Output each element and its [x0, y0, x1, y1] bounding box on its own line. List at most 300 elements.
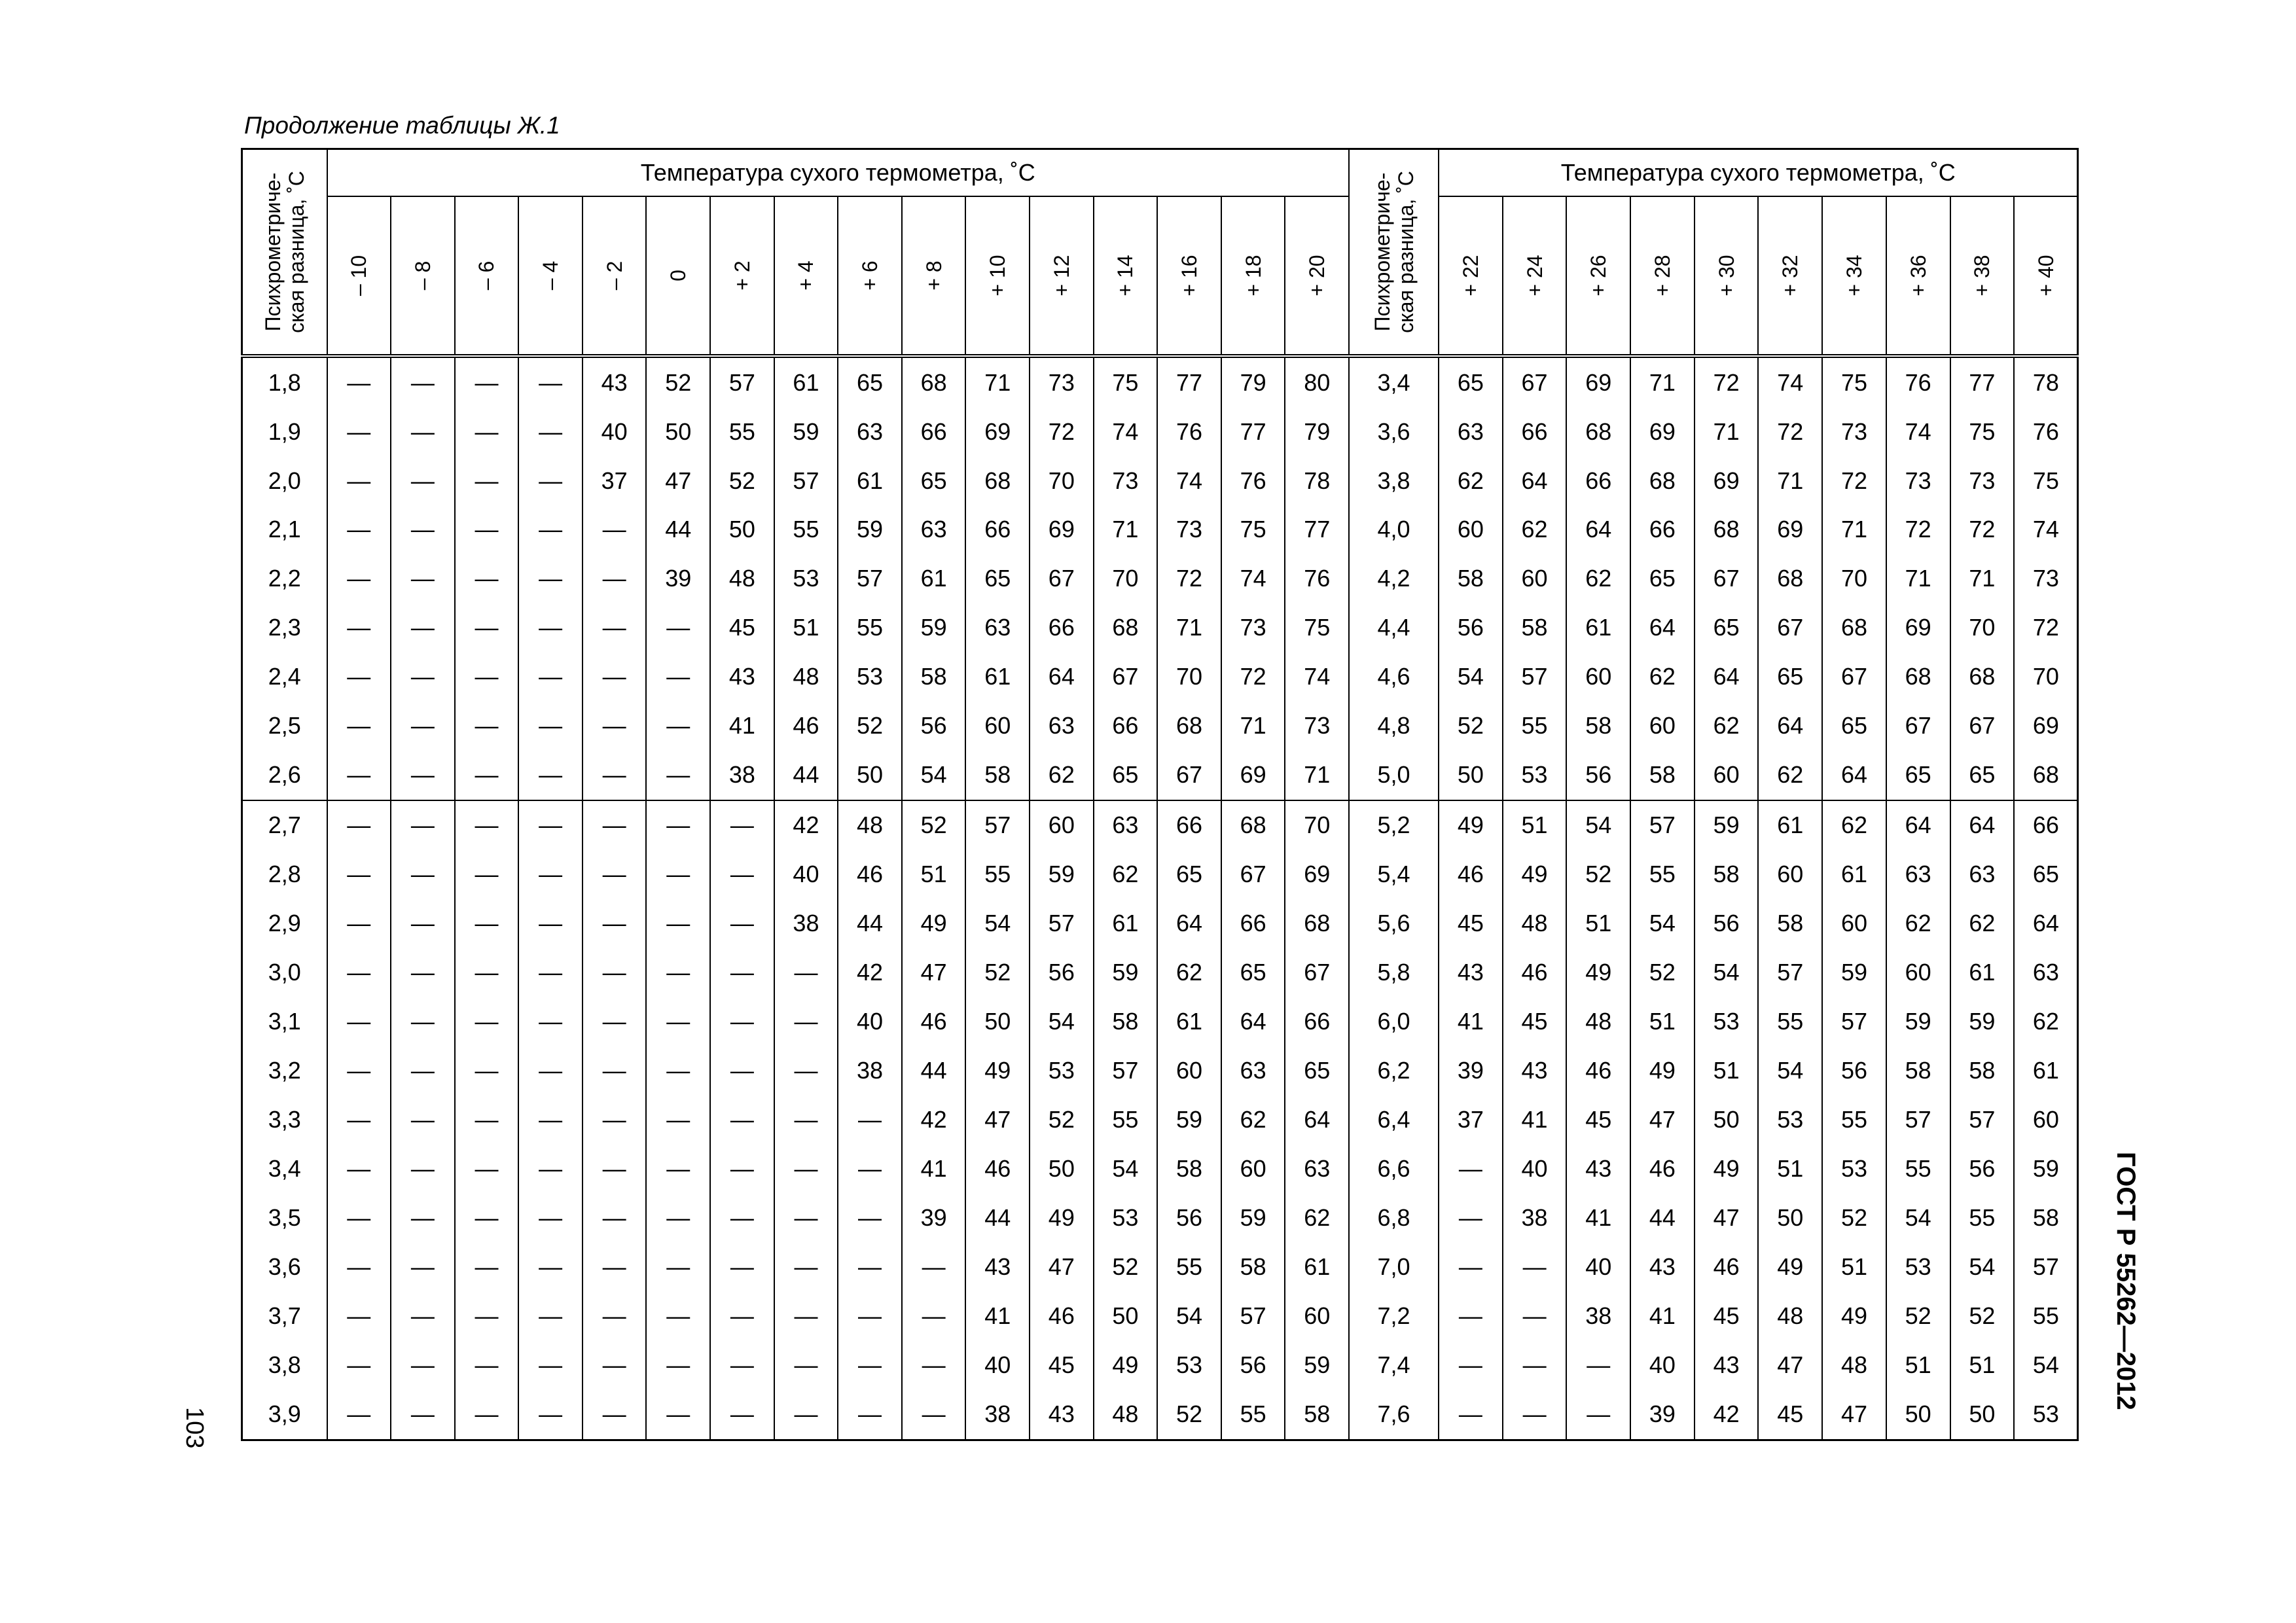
- humidity-cell: 75: [1822, 356, 1886, 407]
- psychro-diff-right: 3,6: [1349, 407, 1439, 456]
- psychro-diff-right: 7,4: [1349, 1341, 1439, 1390]
- humidity-cell: 62: [1221, 1096, 1285, 1145]
- humidity-cell: 65: [1630, 554, 1695, 603]
- humidity-cell: 66: [965, 505, 1030, 554]
- humidity-cell: 60: [1221, 1145, 1285, 1194]
- humidity-cell: 71: [1886, 554, 1950, 603]
- psychro-diff-right: 6,2: [1349, 1046, 1439, 1096]
- humidity-cell: 47: [902, 948, 966, 997]
- table-row: [242, 1341, 2078, 1390]
- humidity-cell: 76: [1157, 407, 1221, 456]
- humidity-cell: 46: [902, 997, 966, 1046]
- humidity-cell: —: [774, 1243, 838, 1292]
- humidity-cell: 43: [710, 652, 774, 702]
- humidity-cell: —: [902, 1390, 966, 1440]
- humidity-cell: 44: [838, 899, 902, 948]
- humidity-cell: 58: [1439, 554, 1503, 603]
- table-row: [242, 751, 2078, 800]
- humidity-cell: 77: [1221, 407, 1285, 456]
- humidity-cell: 77: [1157, 356, 1221, 407]
- humidity-cell: 67: [1503, 356, 1567, 407]
- humidity-cell: 50: [1886, 1390, 1950, 1440]
- humidity-cell: 69: [1695, 456, 1759, 505]
- humidity-cell: 45: [1503, 997, 1567, 1046]
- psychro-diff-left: 3,2: [242, 1046, 327, 1096]
- humidity-cell: 57: [1094, 1046, 1158, 1096]
- humidity-cell: —: [327, 1145, 391, 1194]
- humidity-cell: 62: [1439, 456, 1503, 505]
- humidity-cell: 70: [1030, 456, 1094, 505]
- humidity-cell: 50: [1094, 1292, 1158, 1341]
- humidity-cell: 58: [1950, 1046, 2015, 1096]
- temp-header-left-13: + 16: [1157, 196, 1221, 356]
- humidity-cell: —: [391, 1046, 455, 1096]
- humidity-cell: 47: [1822, 1390, 1886, 1440]
- table-row: [242, 1046, 2078, 1096]
- humidity-cell: —: [710, 997, 774, 1046]
- humidity-cell: 79: [1285, 407, 1349, 456]
- humidity-cell: 58: [1886, 1046, 1950, 1096]
- humidity-cell: —: [838, 1096, 902, 1145]
- humidity-cell: —: [710, 1292, 774, 1341]
- humidity-cell: —: [455, 800, 519, 850]
- humidity-cell: 40: [838, 997, 902, 1046]
- humidity-cell: 54: [965, 899, 1030, 948]
- psychrometric-table: [241, 148, 2079, 1441]
- humidity-cell: 62: [1886, 899, 1950, 948]
- humidity-cell: —: [391, 356, 455, 407]
- humidity-cell: 47: [1758, 1341, 1822, 1390]
- stub-header-line: ская разница, ˚С: [1393, 171, 1418, 333]
- humidity-cell: —: [391, 652, 455, 702]
- humidity-cell: —: [518, 1341, 583, 1390]
- humidity-cell: 50: [1439, 751, 1503, 800]
- page-number: 103: [181, 1407, 208, 1449]
- humidity-cell: —: [1503, 1292, 1567, 1341]
- humidity-cell: 55: [1758, 997, 1822, 1046]
- humidity-cell: 37: [1439, 1096, 1503, 1145]
- humidity-cell: 60: [1630, 702, 1695, 751]
- table-row: [242, 800, 2078, 850]
- humidity-cell: —: [1439, 1194, 1503, 1243]
- humidity-cell: 61: [1094, 899, 1158, 948]
- humidity-cell: 61: [1285, 1243, 1349, 1292]
- humidity-cell: 54: [2014, 1341, 2078, 1390]
- humidity-cell: 53: [1094, 1194, 1158, 1243]
- temp-header-right-0: + 22: [1439, 196, 1503, 356]
- humidity-cell: —: [518, 356, 583, 407]
- humidity-cell: 69: [1758, 505, 1822, 554]
- table-row: [242, 948, 2078, 997]
- humidity-cell: 74: [1094, 407, 1158, 456]
- humidity-cell: 38: [710, 751, 774, 800]
- humidity-cell: 46: [1695, 1243, 1759, 1292]
- humidity-cell: —: [1566, 1341, 1630, 1390]
- table-row: [242, 997, 2078, 1046]
- humidity-cell: 67: [1285, 948, 1349, 997]
- humidity-cell: 61: [774, 356, 838, 407]
- temp-header-right-2: + 26: [1566, 196, 1630, 356]
- humidity-cell: —: [1439, 1292, 1503, 1341]
- table-row: [242, 554, 2078, 603]
- humidity-cell: 71: [1758, 456, 1822, 505]
- humidity-cell: 62: [1695, 702, 1759, 751]
- humidity-cell: —: [391, 899, 455, 948]
- humidity-cell: 46: [1503, 948, 1567, 997]
- humidity-cell: 68: [1950, 652, 2015, 702]
- psychro-diff-right: 3,8: [1349, 456, 1439, 505]
- humidity-cell: 62: [1285, 1194, 1349, 1243]
- humidity-cell: 57: [774, 456, 838, 505]
- psychro-diff-right: 6,6: [1349, 1145, 1439, 1194]
- humidity-cell: 67: [1221, 850, 1285, 899]
- humidity-cell: 52: [902, 800, 966, 850]
- humidity-cell: 68: [1758, 554, 1822, 603]
- humidity-cell: —: [774, 1341, 838, 1390]
- humidity-cell: 57: [1950, 1096, 2015, 1145]
- humidity-cell: 67: [1758, 603, 1822, 652]
- humidity-cell: —: [1503, 1243, 1567, 1292]
- humidity-cell: 64: [1630, 603, 1695, 652]
- humidity-cell: 64: [1822, 751, 1886, 800]
- humidity-cell: 40: [1630, 1341, 1695, 1390]
- humidity-cell: 68: [1157, 702, 1221, 751]
- humidity-cell: 68: [1822, 603, 1886, 652]
- humidity-cell: —: [391, 505, 455, 554]
- humidity-cell: —: [391, 948, 455, 997]
- humidity-cell: 49: [1030, 1194, 1094, 1243]
- humidity-cell: 55: [1221, 1390, 1285, 1440]
- humidity-cell: 55: [1950, 1194, 2015, 1243]
- humidity-cell: —: [646, 1243, 710, 1292]
- humidity-cell: 41: [1630, 1292, 1695, 1341]
- humidity-cell: 41: [1566, 1194, 1630, 1243]
- humidity-cell: 64: [2014, 899, 2078, 948]
- humidity-cell: —: [710, 948, 774, 997]
- humidity-cell: 50: [1950, 1390, 2015, 1440]
- humidity-cell: 56: [1221, 1341, 1285, 1390]
- humidity-cell: —: [327, 800, 391, 850]
- psychro-diff-left: 3,9: [242, 1390, 327, 1440]
- humidity-cell: 40: [965, 1341, 1030, 1390]
- humidity-cell: —: [391, 407, 455, 456]
- humidity-cell: 39: [1630, 1390, 1695, 1440]
- temp-header-right-8: + 38: [1950, 196, 2015, 356]
- humidity-cell: 45: [1758, 1390, 1822, 1440]
- temp-header-right-3: + 28: [1630, 196, 1695, 356]
- humidity-cell: 54: [1030, 997, 1094, 1046]
- psychro-diff-left: 2,7: [242, 800, 327, 850]
- humidity-cell: 67: [1886, 702, 1950, 751]
- humidity-cell: 55: [774, 505, 838, 554]
- humidity-cell: 46: [1630, 1145, 1695, 1194]
- humidity-cell: 61: [2014, 1046, 2078, 1096]
- humidity-cell: 71: [1630, 356, 1695, 407]
- humidity-cell: 72: [1822, 456, 1886, 505]
- humidity-cell: —: [583, 899, 647, 948]
- humidity-cell: —: [1503, 1341, 1567, 1390]
- humidity-cell: 43: [965, 1243, 1030, 1292]
- humidity-cell: 60: [1503, 554, 1567, 603]
- humidity-cell: 59: [2014, 1145, 2078, 1194]
- humidity-cell: 68: [1285, 899, 1349, 948]
- humidity-cell: 48: [1503, 899, 1567, 948]
- humidity-cell: 48: [1758, 1292, 1822, 1341]
- humidity-cell: 73: [1285, 702, 1349, 751]
- humidity-cell: 47: [1030, 1243, 1094, 1292]
- humidity-cell: 58: [1566, 702, 1630, 751]
- humidity-cell: 51: [1630, 997, 1695, 1046]
- humidity-cell: 53: [1695, 997, 1759, 1046]
- humidity-cell: 62: [1822, 800, 1886, 850]
- humidity-cell: —: [327, 751, 391, 800]
- humidity-cell: 55: [1094, 1096, 1158, 1145]
- humidity-cell: —: [583, 1145, 647, 1194]
- temp-header-left-12: + 14: [1094, 196, 1158, 356]
- humidity-cell: 39: [902, 1194, 966, 1243]
- humidity-cell: 63: [1221, 1046, 1285, 1096]
- humidity-cell: —: [583, 850, 647, 899]
- humidity-cell: 70: [1285, 800, 1349, 850]
- temp-header-right-5: + 32: [1758, 196, 1822, 356]
- humidity-cell: 58: [2014, 1194, 2078, 1243]
- humidity-cell: —: [518, 1046, 583, 1096]
- humidity-cell: 59: [1822, 948, 1886, 997]
- temp-header-right-9: + 40: [2014, 196, 2078, 356]
- humidity-cell: 69: [1285, 850, 1349, 899]
- humidity-cell: 71: [1950, 554, 2015, 603]
- humidity-cell: —: [518, 997, 583, 1046]
- humidity-cell: 76: [1886, 356, 1950, 407]
- humidity-cell: 63: [2014, 948, 2078, 997]
- humidity-cell: —: [518, 407, 583, 456]
- humidity-cell: 73: [2014, 554, 2078, 603]
- psychro-diff-left: 3,3: [242, 1096, 327, 1145]
- humidity-cell: 42: [1695, 1390, 1759, 1440]
- psychro-diff-left: 3,6: [242, 1243, 327, 1292]
- humidity-cell: 52: [646, 356, 710, 407]
- humidity-cell: 66: [1157, 800, 1221, 850]
- humidity-cell: 72: [1157, 554, 1221, 603]
- humidity-cell: 57: [1886, 1096, 1950, 1145]
- humidity-cell: —: [518, 1243, 583, 1292]
- humidity-cell: —: [646, 850, 710, 899]
- psychro-diff-left: 2,0: [242, 456, 327, 505]
- humidity-cell: —: [518, 899, 583, 948]
- humidity-cell: 71: [1157, 603, 1221, 652]
- psychro-diff-left: 2,4: [242, 652, 327, 702]
- humidity-cell: 55: [1822, 1096, 1886, 1145]
- humidity-cell: 61: [1822, 850, 1886, 899]
- humidity-cell: —: [518, 554, 583, 603]
- humidity-cell: 52: [1157, 1390, 1221, 1440]
- humidity-cell: 72: [1221, 652, 1285, 702]
- humidity-cell: —: [391, 1341, 455, 1390]
- temp-header-left-9: + 8: [902, 196, 966, 356]
- stub-header-line: Психрометриче-: [1370, 172, 1394, 332]
- humidity-cell: 52: [1950, 1292, 2015, 1341]
- table-row: [242, 407, 2078, 456]
- humidity-cell: —: [391, 603, 455, 652]
- humidity-cell: 50: [710, 505, 774, 554]
- humidity-cell: 61: [1566, 603, 1630, 652]
- humidity-cell: —: [455, 899, 519, 948]
- humidity-cell: —: [774, 1046, 838, 1096]
- humidity-cell: 76: [1221, 456, 1285, 505]
- humidity-cell: —: [391, 1096, 455, 1145]
- psychro-diff-left: 2,2: [242, 554, 327, 603]
- humidity-cell: —: [646, 997, 710, 1046]
- temp-header-left-2: – 6: [455, 196, 519, 356]
- psychro-diff-right: 4,8: [1349, 702, 1439, 751]
- humidity-cell: 55: [1886, 1145, 1950, 1194]
- psychro-diff-right: 7,0: [1349, 1243, 1439, 1292]
- humidity-cell: —: [455, 505, 519, 554]
- humidity-cell: 56: [1030, 948, 1094, 997]
- humidity-cell: 59: [774, 407, 838, 456]
- psychro-diff-right: 6,4: [1349, 1096, 1439, 1145]
- humidity-cell: —: [838, 1292, 902, 1341]
- humidity-cell: —: [391, 800, 455, 850]
- humidity-cell: 56: [1157, 1194, 1221, 1243]
- humidity-cell: 54: [1630, 899, 1695, 948]
- humidity-cell: —: [391, 751, 455, 800]
- humidity-cell: 64: [1758, 702, 1822, 751]
- table-row: [242, 456, 2078, 505]
- humidity-cell: 65: [1439, 356, 1503, 407]
- humidity-cell: 48: [774, 652, 838, 702]
- temperature-header-row: [242, 196, 2078, 356]
- humidity-cell: —: [646, 1292, 710, 1341]
- humidity-cell: 48: [1094, 1390, 1158, 1440]
- humidity-cell: —: [1439, 1341, 1503, 1390]
- stub-header-right: [1349, 149, 1439, 357]
- humidity-cell: 66: [2014, 800, 2078, 850]
- humidity-cell: —: [327, 1390, 391, 1440]
- psychro-diff-left: 3,1: [242, 997, 327, 1046]
- humidity-cell: 65: [965, 554, 1030, 603]
- humidity-cell: —: [1439, 1390, 1503, 1440]
- humidity-cell: 48: [710, 554, 774, 603]
- table-row: [242, 1292, 2078, 1341]
- humidity-cell: 58: [1695, 850, 1759, 899]
- humidity-cell: 40: [1503, 1145, 1567, 1194]
- humidity-cell: 58: [1630, 751, 1695, 800]
- humidity-cell: 52: [1439, 702, 1503, 751]
- humidity-cell: 57: [2014, 1243, 2078, 1292]
- humidity-cell: 65: [1221, 948, 1285, 997]
- humidity-cell: 64: [1221, 997, 1285, 1046]
- humidity-cell: 47: [1630, 1096, 1695, 1145]
- humidity-cell: 54: [1566, 800, 1630, 850]
- humidity-cell: —: [710, 1145, 774, 1194]
- humidity-cell: —: [902, 1292, 966, 1341]
- humidity-cell: 50: [838, 751, 902, 800]
- humidity-cell: 55: [710, 407, 774, 456]
- table-row: [242, 1194, 2078, 1243]
- humidity-cell: 51: [1503, 800, 1567, 850]
- humidity-cell: 52: [1822, 1194, 1886, 1243]
- humidity-cell: —: [646, 899, 710, 948]
- humidity-cell: 69: [1630, 407, 1695, 456]
- humidity-cell: 60: [1886, 948, 1950, 997]
- humidity-cell: 43: [1439, 948, 1503, 997]
- humidity-cell: 56: [1439, 603, 1503, 652]
- humidity-cell: 45: [1439, 899, 1503, 948]
- humidity-cell: —: [1439, 1145, 1503, 1194]
- temp-header-left-6: + 2: [710, 196, 774, 356]
- humidity-cell: 65: [1886, 751, 1950, 800]
- humidity-cell: —: [583, 1341, 647, 1390]
- humidity-cell: 73: [1094, 456, 1158, 505]
- humidity-cell: 47: [646, 456, 710, 505]
- humidity-cell: 44: [774, 751, 838, 800]
- humidity-cell: 53: [2014, 1390, 2078, 1440]
- humidity-cell: 50: [646, 407, 710, 456]
- humidity-cell: 57: [1221, 1292, 1285, 1341]
- temp-header-left-8: + 6: [838, 196, 902, 356]
- humidity-cell: 70: [1950, 603, 2015, 652]
- humidity-cell: 47: [1695, 1194, 1759, 1243]
- humidity-cell: 73: [1030, 356, 1094, 407]
- humidity-cell: 54: [1886, 1194, 1950, 1243]
- humidity-cell: 67: [1822, 652, 1886, 702]
- humidity-cell: 68: [1630, 456, 1695, 505]
- humidity-cell: 57: [1503, 652, 1567, 702]
- humidity-cell: 58: [965, 751, 1030, 800]
- humidity-cell: —: [774, 997, 838, 1046]
- humidity-cell: 51: [1822, 1243, 1886, 1292]
- humidity-cell: —: [583, 505, 647, 554]
- humidity-cell: 69: [1886, 603, 1950, 652]
- humidity-cell: —: [327, 899, 391, 948]
- humidity-cell: —: [518, 850, 583, 899]
- table-row: [242, 1390, 2078, 1440]
- band-header-left: Температура сухого термометра, ˚С: [327, 149, 1350, 197]
- humidity-cell: —: [455, 1292, 519, 1341]
- humidity-cell: —: [518, 652, 583, 702]
- humidity-cell: —: [518, 456, 583, 505]
- humidity-cell: —: [391, 1243, 455, 1292]
- humidity-cell: 71: [1695, 407, 1759, 456]
- psychro-diff-left: 3,4: [242, 1145, 327, 1194]
- humidity-cell: 72: [1695, 356, 1759, 407]
- humidity-cell: 66: [1221, 899, 1285, 948]
- humidity-cell: 37: [583, 456, 647, 505]
- humidity-cell: 59: [1221, 1194, 1285, 1243]
- humidity-cell: —: [902, 1341, 966, 1390]
- humidity-cell: 49: [1822, 1292, 1886, 1341]
- humidity-cell: 58: [1094, 997, 1158, 1046]
- humidity-cell: 63: [1950, 850, 2015, 899]
- table-row: [242, 850, 2078, 899]
- humidity-cell: 38: [1503, 1194, 1567, 1243]
- humidity-cell: —: [518, 948, 583, 997]
- humidity-cell: —: [327, 948, 391, 997]
- humidity-cell: 49: [1695, 1145, 1759, 1194]
- humidity-cell: —: [455, 751, 519, 800]
- humidity-cell: —: [646, 652, 710, 702]
- table-row: [242, 1243, 2078, 1292]
- temp-header-left-11: + 12: [1030, 196, 1094, 356]
- humidity-cell: 60: [1695, 751, 1759, 800]
- humidity-cell: —: [710, 1243, 774, 1292]
- humidity-cell: 44: [1630, 1194, 1695, 1243]
- humidity-cell: 53: [1157, 1341, 1221, 1390]
- temp-header-left-15: + 20: [1285, 196, 1349, 356]
- humidity-cell: —: [455, 1096, 519, 1145]
- humidity-cell: 54: [1157, 1292, 1221, 1341]
